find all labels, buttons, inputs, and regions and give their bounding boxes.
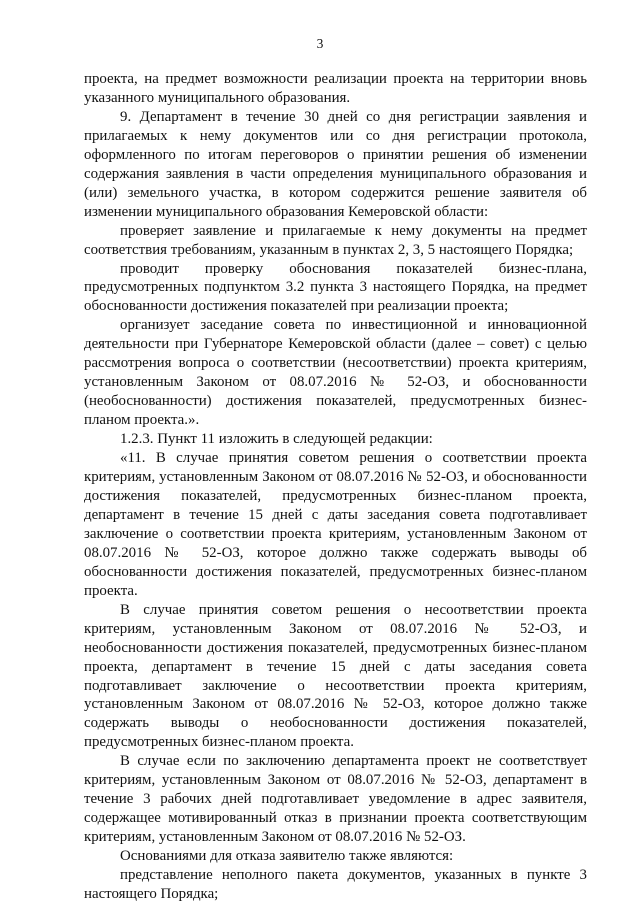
- paragraph-nonconformity: В случае принятия советом решения о несоответствии проекта критериям, установленным Законом от 08.07.2016 № 52-ОЗ, и необоснованности достижения показателей, предусмотренных бизнес-планом проекта, департамент в течение 15 дней с даты заседания совета подготавливает заключение о несоответствии проекта критериям, установленным Законом от 08.07.2016 № 52-ОЗ, которое должно также содержать выводы о необоснованности достижения показателей, предусмотренных бизнес-планом проекта.: [84, 601, 587, 751]
- paragraph-check-application: проверяет заявление и прилагаемые к нему документы на предмет соответствия требованиям, указанным в пунктах 2, 3, 5 настоящего Порядка;: [84, 222, 587, 258]
- paragraph-incomplete-package: представление неполного пакета документов, указанных в пункте 3 настоящего Порядка;: [84, 867, 587, 902]
- paragraph-continuation: проекта, на предмет возможности реализации проекта на территории вновь указанного муниципального образования.: [84, 71, 587, 106]
- document-body: [84, 70, 587, 904]
- paragraph-item-9: 9. Департамент в течение 30 дней со дня регистрации заявления и прилагаемых к нему документов или со дня регистрации протокола, оформленного по итогам переговоров о принятии решения об изменении содержания заявления в части определения муниципального образования и (или) земельного участка, в котором содержится решение заявителя об изменении муниципального образования Кемеровской области:: [84, 108, 587, 220]
- paragraph-organize-council: организует заседание совета по инвестиционной и инновационной деятельности при Губернаторе Кемеровской области (далее – совет) с целью рассмотрения вопроса о соответствии (несоответствии) проекта критериям, установленным Законом от 08.07.2016 № 52-ОЗ, и обоснованности (необоснованности) достижения показателей, предусмотренных бизнес-планом проекта.».: [84, 317, 587, 429]
- paragraph-item-11: «11. В случае принятия советом решения о соответствии проекта критериям, установленным Законом от 08.07.2016 № 52-ОЗ, и обоснованности достижения показателей, предусмотренных бизнес-планом проекта, департамент в течение 15 дней с даты заседания совета подготавливает заключение о соответствии проекта критериям, установленным Законом от 08.07.2016 № 52-ОЗ, которое должно также содержать выводы об обоснованности достижения показателей, предусмотренных бизнес-планом проекта.: [84, 450, 587, 599]
- paragraph-check-business-plan: проводит проверку обоснования показателей бизнес-плана, предусмотренных подпунктом 3.2 пункта 3 настоящего Порядка, на предмет обоснованности достижения показателей при реализации проекта;: [84, 260, 587, 315]
- paragraph-refusal-grounds: Основаниями для отказа заявителю также являются:: [120, 848, 454, 865]
- page-number: 3: [316, 36, 324, 51]
- paragraph-refusal-notice: В случае если по заключению департамента проект не соответствует критериям, установленным Законом от 08.07.2016 № 52-ОЗ, департамент в течение 3 рабочих дней подготавливает уведомление в адрес заявителя, содержащее мотивированный отказ в признании проекта соответствующим критериям, установленным Законом от 08.07.2016 № 52-ОЗ.: [84, 753, 587, 846]
- paragraph-item-1-2-3: 1.2.3. Пункт 11 изложить в следующей редакции:: [120, 431, 433, 448]
